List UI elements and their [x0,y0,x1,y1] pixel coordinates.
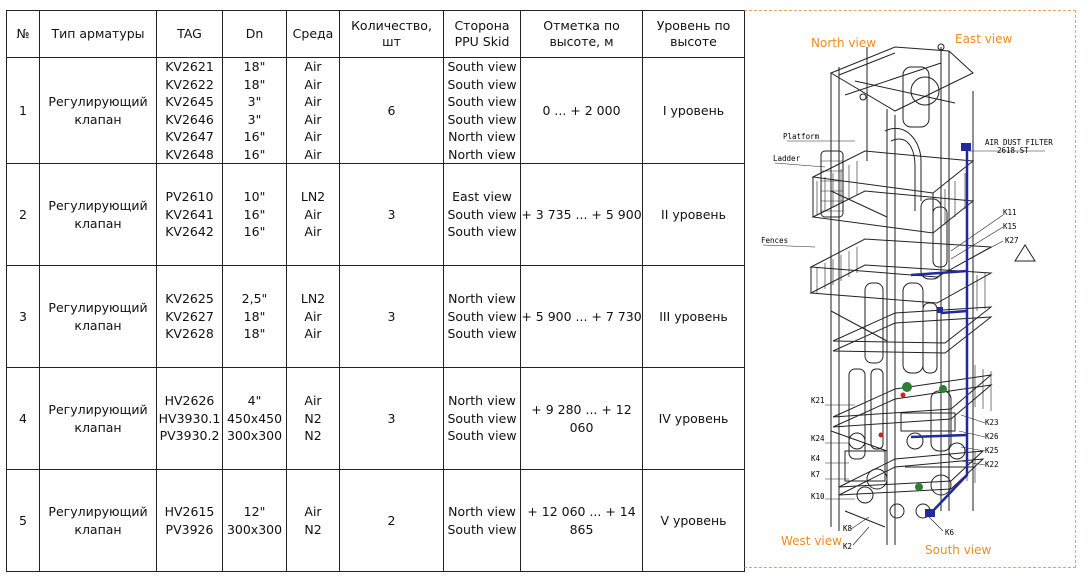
tag-value: PV2610 [165,189,214,205]
valve-table [6,10,745,572]
type-line: клапан [74,317,122,333]
tag-value: KV2648 [165,146,214,162]
callout-air-dust-filter-tag: 2618.ST [997,146,1029,155]
tag-value: KV2622 [165,76,214,92]
medium-value: LN2 [300,291,326,307]
cell-dn [223,470,287,572]
cell-type [40,368,157,470]
cell-quantity: 3 [340,266,444,368]
side-value: North view [448,504,516,519]
side-value: South view [447,111,517,127]
cell-dn [223,164,287,266]
dn-value: 18" [243,326,266,342]
table-row [7,470,745,572]
tag-value: HV2615 [164,504,215,519]
tag-value: KV2641 [165,206,214,222]
medium-value: N2 [304,410,322,426]
cell-tags [157,58,223,164]
dn-value: 18" [243,59,266,74]
tag-value: PV3930.2 [159,428,220,444]
side-value: South view [447,308,517,324]
cell-level: I уровень [643,58,745,164]
side-value: North view [448,146,516,162]
type-line: клапан [74,215,122,231]
cell-elevation: + 12 060 ... + 14 865 [521,470,643,572]
table-row [7,58,745,164]
cell-level: IV уровень [643,368,745,470]
dn-value: 4" [247,393,262,409]
tag-value: KV2646 [165,111,214,127]
medium-value: Air [304,326,322,342]
side-value: South view [447,94,517,109]
skid-isometric-drawing [744,10,1076,568]
cell-quantity: 3 [340,164,444,266]
type-line: Регулирующий [48,300,148,315]
dn-value: 450x450 [226,410,283,426]
side-value: North view [448,129,516,144]
side-value: South view [447,59,517,74]
side-value: South view [447,76,517,92]
cell-quantity: 3 [340,368,444,470]
callout-platform: Platform [783,132,820,141]
callout-k10: K10 [811,492,825,501]
cell-medium [287,164,340,266]
cell-dn [223,368,287,470]
cell-medium [287,266,340,368]
dn-value: 10" [243,189,266,205]
medium-value: Air [304,146,322,162]
medium-value: Air [304,129,322,144]
medium-value: Air [304,111,322,127]
type-line: клапан [74,521,122,537]
cell-skid-side [444,368,521,470]
side-value: East view [452,189,512,205]
cell-level: III уровень [643,266,745,368]
medium-value: Air [304,224,322,240]
col-header-quantity: Количество, шт [340,11,444,58]
type-line: клапан [74,111,122,127]
medium-value: Air [304,94,322,109]
side-value: South view [447,224,517,240]
side-value: South view [447,521,517,537]
cell-level: II уровень [643,164,745,266]
west-view-label: West view [781,534,842,548]
tag-value: KV2627 [165,308,214,324]
dn-value: 2,5" [241,291,268,307]
cell-medium [287,470,340,572]
callout-k11: K11 [1003,208,1017,217]
medium-value: LN2 [300,189,326,205]
medium-value: Air [304,76,322,92]
type-line: клапан [74,419,122,435]
east-view-label: East view [955,32,1013,46]
callout-k23: K23 [985,418,999,427]
side-value: South view [447,428,517,444]
col-header-level: Уровень по высоте [643,11,745,58]
cell-skid-side [444,470,521,572]
dn-value: 18" [243,76,266,92]
medium-value: Air [304,206,322,222]
tag-value: HV3930.1 [158,410,221,426]
callout-k24: K24 [811,434,825,443]
dn-value: 16" [243,224,266,240]
callout-k25: K25 [985,446,999,455]
callout-k21: K21 [811,396,825,405]
cell-elevation: + 5 900 ... + 7 730 [521,266,643,368]
side-value: South view [447,326,517,342]
cell-tags [157,266,223,368]
cell-number: 5 [7,470,40,572]
side-value: South view [447,206,517,222]
tag-value: HV2626 [164,393,215,409]
cell-dn [223,266,287,368]
medium-value: N2 [304,428,322,444]
callout-fences: Fences [761,236,789,245]
callout-k22: K22 [985,460,999,469]
dn-value: 300x300 [226,428,283,444]
type-line: Регулирующий [48,198,148,213]
dn-value: 3" [247,111,262,127]
type-line: Регулирующий [48,94,148,109]
cell-number: 2 [7,164,40,266]
cell-elevation: 0 ... + 2 000 [521,58,643,164]
north-view-label: North view [811,36,877,50]
callout-k26: K26 [985,432,999,441]
callout-k15: K15 [1003,222,1017,231]
skid-isometric-svg [745,11,1077,569]
cell-elevation: + 9 280 ... + 12 060 [521,368,643,470]
dn-value: 18" [243,308,266,324]
cell-medium [287,368,340,470]
col-header-skid-side: Сторона PPU Skid [444,11,521,58]
col-header-elevation: Отметка по высоте, м [521,11,643,58]
type-line: Регулирующий [48,504,148,519]
table-row [7,266,745,368]
cell-quantity: 6 [340,58,444,164]
cell-medium [287,58,340,164]
dn-value: 12" [243,504,266,519]
side-value: North view [448,291,516,307]
table-header-row [7,11,745,58]
cell-type [40,164,157,266]
table-row [7,368,745,470]
table-row [7,164,745,266]
tag-value: KV2642 [165,224,214,240]
table-body [7,58,745,572]
cell-number: 1 [7,58,40,164]
cell-skid-side [444,164,521,266]
col-header-tag: TAG [157,11,223,58]
cell-elevation: + 3 735 ... + 5 900 [521,164,643,266]
cell-type [40,470,157,572]
callout-k7: K7 [811,470,821,479]
type-line: Регулирующий [48,402,148,417]
tag-value: KV2621 [165,59,214,74]
medium-value: Air [304,59,322,74]
tag-value: KV2625 [165,291,214,307]
col-header-type: Тип арматуры [40,11,157,58]
south-view-label: South view [925,543,992,557]
callout-k4: K4 [811,454,821,463]
side-value: South view [447,410,517,426]
dn-value: 16" [243,146,266,162]
tag-value: PV3926 [165,521,214,537]
cell-number: 3 [7,266,40,368]
cell-type [40,266,157,368]
dn-value: 16" [243,129,266,144]
medium-value: Air [304,308,322,324]
cell-number: 4 [7,368,40,470]
cell-skid-side [444,266,521,368]
col-header-medium: Среда [287,11,340,58]
tag-value: KV2645 [165,94,214,109]
cell-skid-side [444,58,521,164]
cell-tags [157,470,223,572]
tag-value: KV2647 [165,129,214,144]
cell-quantity: 2 [340,470,444,572]
callout-k6: K6 [945,528,955,537]
col-header-number: № [7,11,40,58]
dn-value: 3" [247,94,262,109]
cell-level: V уровень [643,470,745,572]
callout-ladder: Ladder [773,154,801,163]
side-value: North view [448,393,516,409]
dn-value: 300x300 [226,521,283,537]
cell-tags [157,368,223,470]
cell-dn [223,58,287,164]
tag-value: KV2628 [165,326,214,342]
cell-type [40,58,157,164]
medium-value: Air [304,393,322,409]
callout-air-dust-filter: AIR DUST FILTER [985,138,1053,147]
callout-k27: K27 [1005,236,1019,245]
callout-k8: K8 [843,524,853,533]
callout-k2: K2 [843,542,853,551]
medium-value: N2 [304,521,322,537]
dn-value: 16" [243,206,266,222]
cell-tags [157,164,223,266]
col-header-dn: Dn [223,11,287,58]
medium-value: Air [304,504,322,519]
